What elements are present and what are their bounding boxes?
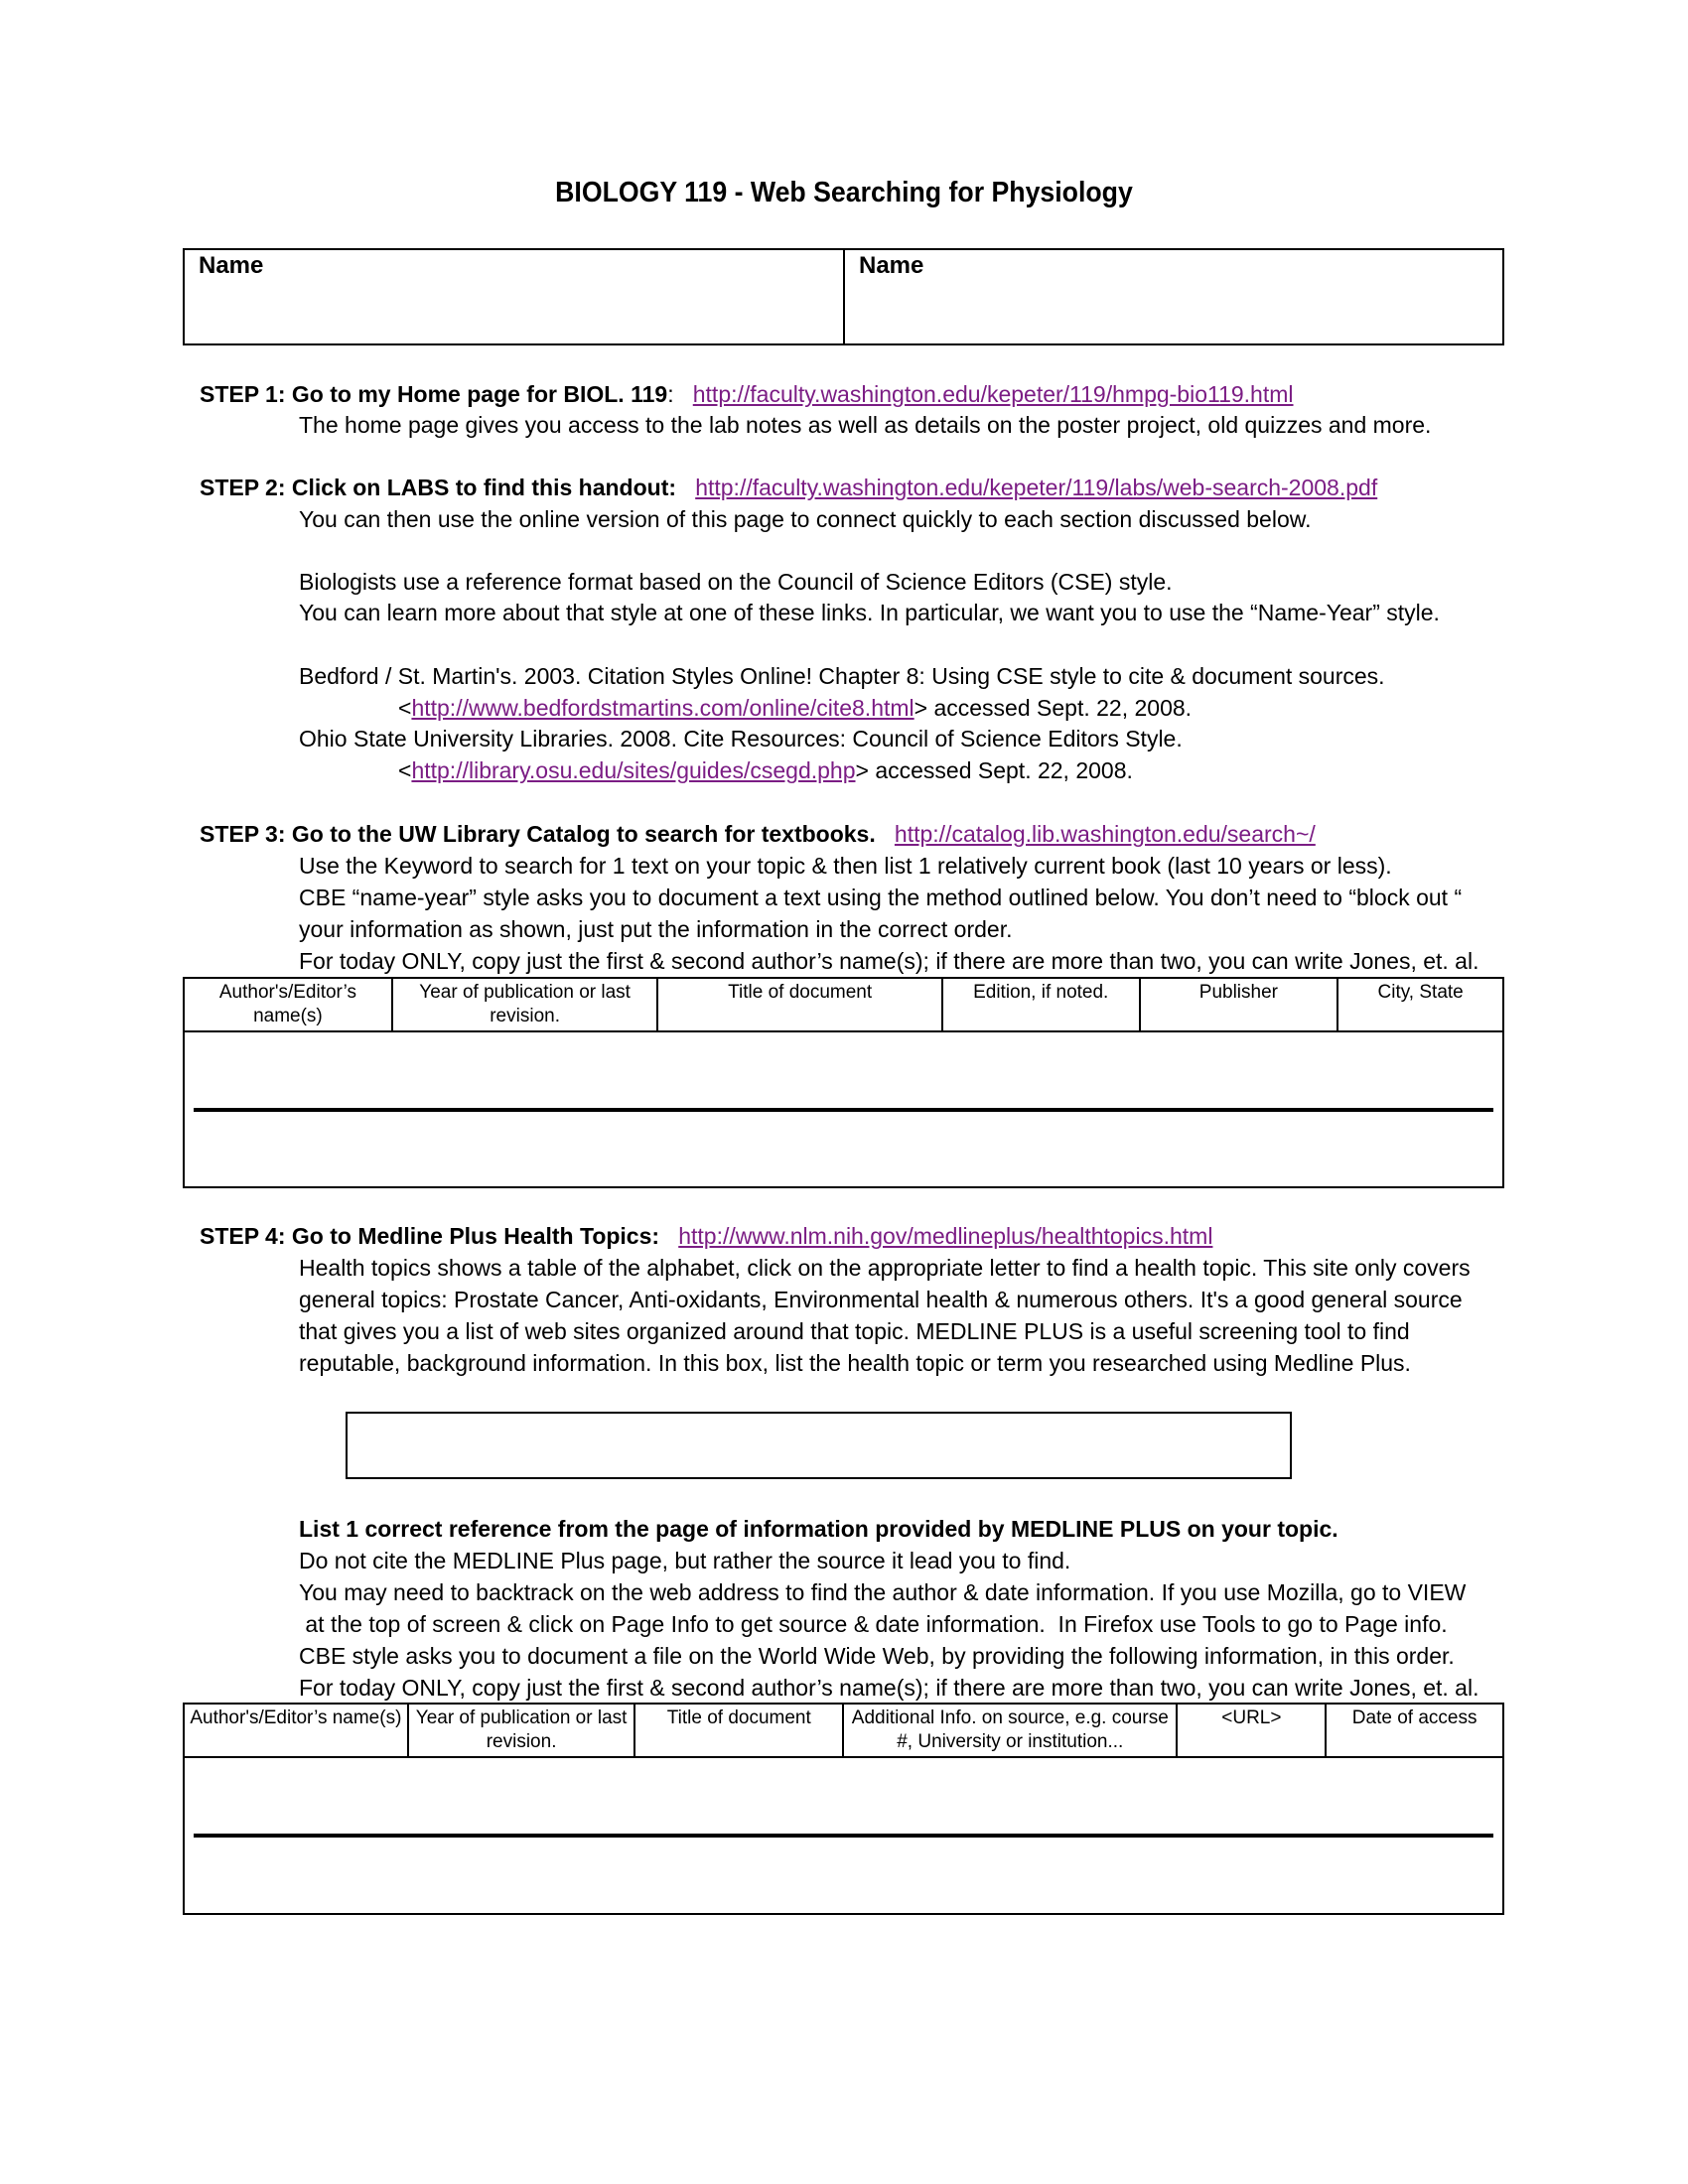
step1-label: STEP 1: Go to my Home page for BIOL. 119	[200, 381, 668, 407]
step3-line1: Use the Keyword to search for 1 text on your topic & then list 1 relatively current book (last 10 years or less).	[299, 853, 1392, 879]
step2-link[interactable]: http://faculty.washington.edu/kepeter/119/labs/web-search-2008.pdf	[695, 475, 1378, 500]
name-divider	[843, 250, 845, 343]
step2-ref1-open: <	[398, 695, 412, 721]
step3-line4: For today ONLY, copy just the first & second author’s name(s); if there are more than two, you can write Jones, et. al.	[299, 948, 1479, 974]
page-title: BIOLOGY 119 - Web Searching for Physiology	[555, 177, 1133, 208]
step2-ref1-link[interactable]: http://www.bedfordstmartins.com/online/cite8.html	[411, 695, 914, 721]
name-label-right: Name	[859, 252, 924, 279]
step3-label: STEP 3: Go to the UW Library Catalog to search for textbooks.	[200, 821, 876, 847]
step2-label: STEP 2: Click on LABS to find this handout:	[200, 475, 677, 500]
step2-line1: You can then use the online version of this page to connect quickly to each section discussed below.	[299, 506, 1312, 532]
step3-line2: CBE “name-year” style asks you to document a text using the method outlined below. You don’t need to “block out “	[299, 885, 1463, 910]
step4-link[interactable]: http://www.nlm.nih.gov/medlineplus/healthtopics.html	[678, 1223, 1213, 1249]
step4-line	[200, 1221, 1212, 1252]
reference-line2: You may need to backtrack on the web address to find the author & date information. If you use Mozilla, go to VIEW	[299, 1579, 1467, 1605]
step2-ref1-url-line	[398, 693, 1192, 724]
step2-ref2: Ohio State University Libraries. 2008. Cite Resources: Council of Science Editors Style.	[299, 726, 1183, 751]
step2-ref1-close: > accessed Sept. 22, 2008.	[914, 695, 1193, 721]
textbook-header-year: Year of publication or last revision.	[392, 978, 658, 1031]
step3-link[interactable]: http://catalog.lib.washington.edu/search~/	[894, 821, 1316, 847]
textbook-header-publisher: Publisher	[1140, 978, 1338, 1031]
health-topic-box[interactable]	[346, 1412, 1292, 1479]
step2-line3: You can learn more about that style at one of these links. In particular, we want you to use the “Name-Year” style.	[299, 600, 1440, 625]
step4-line3: that gives you a list of web sites organized around that topic. MEDLINE PLUS is a useful screening tool to find	[299, 1318, 1410, 1344]
reference-line3: at the top of screen & click on Page Info to get source & date information. In Firefox use Tools to go to Page info.	[299, 1611, 1448, 1637]
textbook-citation-table	[183, 977, 1504, 1188]
step2-ref2-link[interactable]: http://library.osu.edu/sites/guides/csegd.php	[411, 757, 856, 783]
web-header-title: Title of document	[634, 1704, 843, 1757]
step2-ref2-open: <	[398, 757, 412, 783]
web-citation-table	[183, 1703, 1504, 1915]
web-header-author: Author's/Editor’s name(s)	[184, 1704, 408, 1757]
web-header-url: <URL>	[1177, 1704, 1326, 1757]
web-header-year: Year of publication or last revision.	[408, 1704, 635, 1757]
step1-colon: :	[667, 381, 674, 407]
step4-line2: general topics: Prostate Cancer, Anti-oxidants, Environmental health & numerous others. It's a good general source	[299, 1287, 1463, 1312]
web-header-date-access: Date of access	[1326, 1704, 1503, 1757]
reference-line5: For today ONLY, copy just the first & second author’s name(s); if there are more than two, you can write Jones, et. al.	[299, 1675, 1479, 1701]
name-box	[183, 248, 1504, 345]
step2-line2: Biologists use a reference format based on the Council of Science Editors (CSE) style.	[299, 569, 1173, 595]
step3-line	[200, 819, 1316, 850]
textbook-writing-line	[194, 1108, 1493, 1112]
web-writing-line	[194, 1834, 1493, 1838]
reference-heading: List 1 correct reference from the page of information provided by MEDLINE PLUS on your topic.	[299, 1516, 1338, 1542]
textbook-header-city-state: City, State	[1337, 978, 1503, 1031]
name-label-left: Name	[199, 252, 264, 279]
step2-ref2-close: > accessed Sept. 22, 2008.	[855, 757, 1133, 783]
textbook-header-edition: Edition, if noted.	[942, 978, 1140, 1031]
step1-link[interactable]: http://faculty.washington.edu/kepeter/119/hmpg-bio119.html	[692, 381, 1294, 407]
reference-line4: CBE style asks you to document a file on the World Wide Web, by providing the following information, in this order.	[299, 1643, 1455, 1669]
textbook-header-title: Title of document	[657, 978, 941, 1031]
step4-line1: Health topics shows a table of the alphabet, click on the appropriate letter to find a health topic. This site only covers	[299, 1255, 1471, 1281]
step2-ref1: Bedford / St. Martin's. 2003. Citation Styles Online! Chapter 8: Using CSE style to cite & document sources.	[299, 663, 1385, 689]
textbook-header-author: Author's/Editor’s name(s)	[184, 978, 392, 1031]
step1-text: The home page gives you access to the lab notes as well as details on the poster project, old quizzes and more.	[299, 412, 1432, 438]
step2-ref2-url-line	[398, 755, 1133, 786]
step2-line	[200, 473, 1377, 503]
reference-line1: Do not cite the MEDLINE Plus page, but rather the source it lead you to find.	[299, 1548, 1071, 1573]
step4-line4: reputable, background information. In this box, list the health topic or term you researched using Medline Plus.	[299, 1350, 1411, 1376]
web-header-additional-info: Additional Info. on source, e.g. course #, University or institution...	[843, 1704, 1177, 1757]
step3-line3: your information as shown, just put the information in the correct order.	[299, 916, 1013, 942]
step1-line	[200, 379, 1294, 410]
step4-label: STEP 4: Go to Medline Plus Health Topics:	[200, 1223, 660, 1249]
